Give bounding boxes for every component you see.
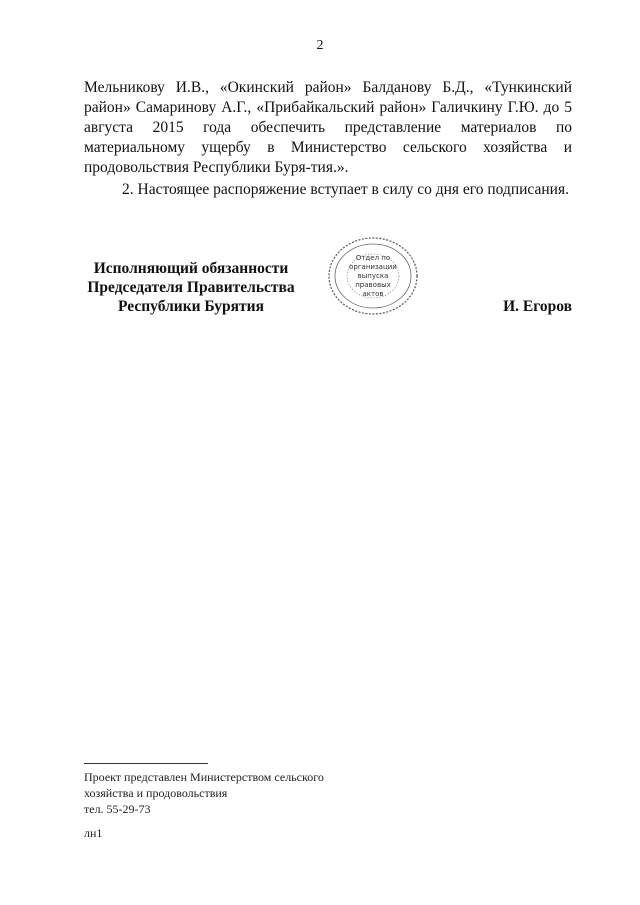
body-paragraph-1: Мельникову И.В., «Окинский район» Балданову Б.Д., «Тункинский район» Самаринову А.Г., «Прибайкальский район» Галичкину Г.Ю. до 5 августа 2015 года обеспечить представление материалов по материальному ущербу в Министерство сельского хозяйства и продовольствия Республики Буря-тия.». — [84, 79, 572, 176]
stamp-line-3: выпуска — [357, 272, 389, 280]
signatory-name: И. Егоров — [503, 298, 572, 315]
body-paragraph-2: 2. Настоящее распоряжение вступает в силу со дня его подписания. — [122, 181, 569, 198]
stamp-line-4: правовых — [355, 281, 391, 289]
footnote-divider — [84, 763, 208, 764]
footnote-line-3: тел. 55-29-73 — [84, 802, 151, 816]
stamp-line-5: актов — [362, 290, 384, 298]
signatory-title-line-1: Исполняющий обязанности — [93, 260, 289, 277]
author-initials: лн1 — [84, 826, 103, 840]
stamp-line-1: Отдел по — [355, 254, 391, 262]
stamp-line-2: организации — [349, 263, 397, 271]
signatory-title-line-3: Республики Бурятия — [118, 298, 264, 315]
signatory-title — [66, 259, 316, 316]
signatory-title-line-2: Председателя Правительства — [87, 279, 295, 296]
footnote — [84, 769, 404, 817]
footnote-line-2: хозяйства и продовольствия — [84, 786, 228, 800]
official-stamp-icon — [327, 236, 419, 316]
page-number: 2 — [316, 38, 324, 53]
footnote-line-1: Проект представлен Министерством сельского — [84, 770, 324, 784]
